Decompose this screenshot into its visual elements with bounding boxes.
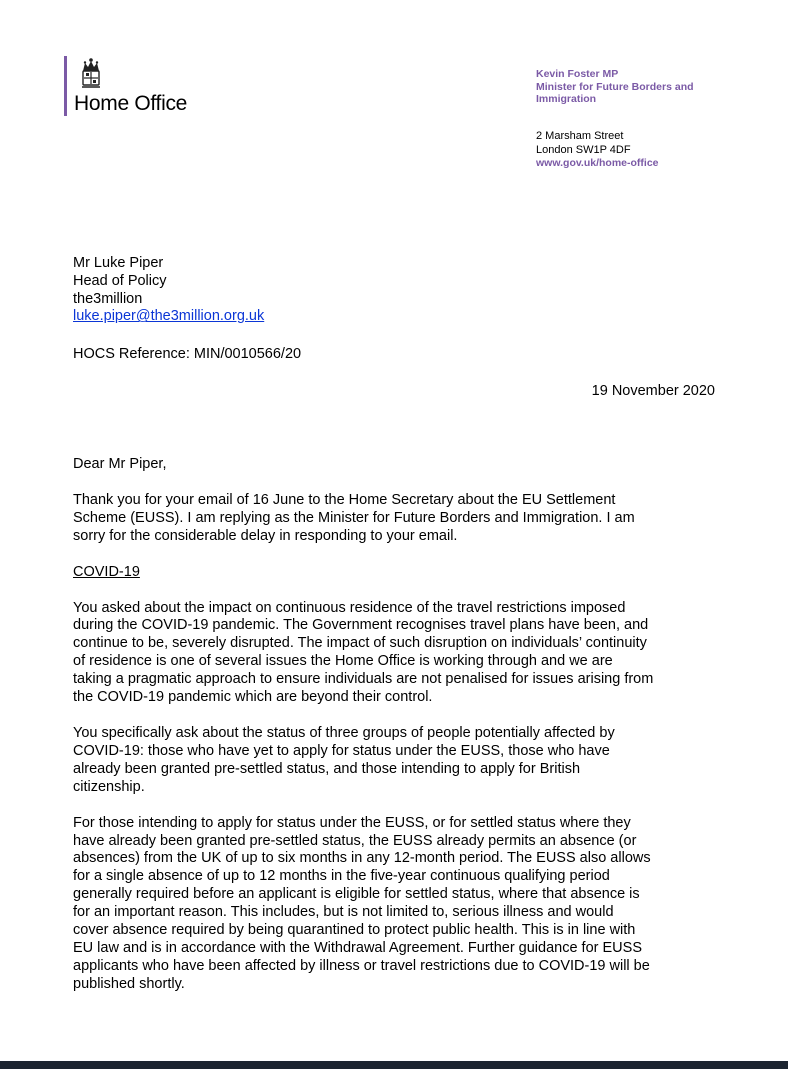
letter-date: 19 November 2020 (591, 383, 715, 399)
recipient-block (73, 255, 264, 326)
paragraph-line: of residence is one of several issues the Home Office is working through and we are (73, 653, 613, 670)
intro-line: sorry for the considerable delay in responding to your email. (73, 527, 458, 544)
office-address (536, 130, 659, 171)
paragraph-line: for a single absence of up to 12 months in the five-year continuous qualifying period (73, 868, 610, 885)
intro-line: Thank you for your email of 16 June to the Home Secretary about the EU Settlement (73, 491, 616, 508)
paragraph-line: taking a pragmatic approach to ensure individuals are not penalised for issues arising from (73, 671, 654, 688)
royal-crest-icon (74, 56, 108, 90)
sender-name: Kevin Foster MP (536, 68, 619, 80)
logo-accent-bar (64, 56, 67, 116)
recipient-name: Mr Luke Piper (73, 255, 164, 271)
paragraph-line: You asked about the impact on continuous residence of the travel restrictions imposed (73, 599, 626, 616)
sender-block (536, 68, 736, 106)
paragraph-line: You specifically ask about the status of three groups of people potentially affected by (73, 724, 615, 741)
recipient-organisation: the3million (73, 290, 143, 307)
paragraph-three-groups (73, 725, 733, 797)
paragraph-line: already been granted pre-settled status, and those intending to apply for British (73, 760, 581, 777)
intro-line: Scheme (EUSS). I am replying as the Minister for Future Borders and Immigration. I am (73, 509, 635, 526)
recipient-role: Head of Policy (73, 272, 167, 289)
address-website-link[interactable]: www.gov.uk/home-office (536, 157, 659, 169)
paragraph-line: continue to be, severely disrupted. The impact of such disruption on individuals’ continuity (73, 635, 647, 652)
paragraph-line: have already been granted pre-settled status, the EUSS already permits an absence (or (73, 832, 637, 849)
paragraph-line: generally required before an applicant is eligible for settled status, where that absence is (73, 886, 640, 903)
address-street: 2 Marsham Street (536, 130, 624, 142)
intro-paragraph (73, 492, 733, 546)
recipient-email-link[interactable]: luke.piper@the3million.org.uk (73, 308, 265, 325)
logo-wordmark: Home Office (74, 92, 188, 115)
paragraph-line: COVID-19: those who have yet to apply for status under the EUSS, those who have (73, 742, 610, 759)
paragraph-line: the COVID-19 pandemic which are beyond their control. (73, 689, 433, 706)
paragraph-absence-rules (73, 815, 733, 994)
salutation: Dear Mr Piper, (73, 456, 167, 472)
address-city: London SW1P 4DF (536, 143, 631, 156)
paragraph-line: For those intending to apply for status under the EUSS, or for settled status where they (73, 814, 631, 831)
paragraph-continuous-residence (73, 600, 733, 707)
section-heading-covid: COVID-19 (73, 563, 140, 580)
letter-body (73, 456, 733, 1012)
sender-title-line2: Immigration (536, 93, 597, 105)
paragraph-line: EU law and is in accordance with the Withdrawal Agreement. Further guidance for EUSS (73, 939, 642, 956)
paragraph-line: cover absence required by being quarantined to protect public health. This is in line with (73, 922, 636, 939)
paragraph-line: published shortly. (73, 975, 185, 992)
paragraph-line: applicants who have been affected by illness or travel restrictions due to COVID-19 will be (73, 957, 650, 974)
home-office-logo (64, 56, 214, 118)
paragraph-line: absences) from the UK of up to six months in any 12-month period. The EUSS also allows (73, 850, 651, 867)
paragraph-line: citizenship. (73, 778, 145, 795)
hocs-reference: HOCS Reference: MIN/0010566/20 (73, 346, 302, 362)
paragraph-line: during the COVID-19 pandemic. The Government recognises travel plans have been, and (73, 617, 649, 634)
paragraph-line: for an important reason. This includes, but is not limited to, serious illness and would (73, 904, 614, 921)
sender-title-line1: Minister for Future Borders and (536, 80, 694, 93)
os-taskbar (0, 1061, 788, 1069)
